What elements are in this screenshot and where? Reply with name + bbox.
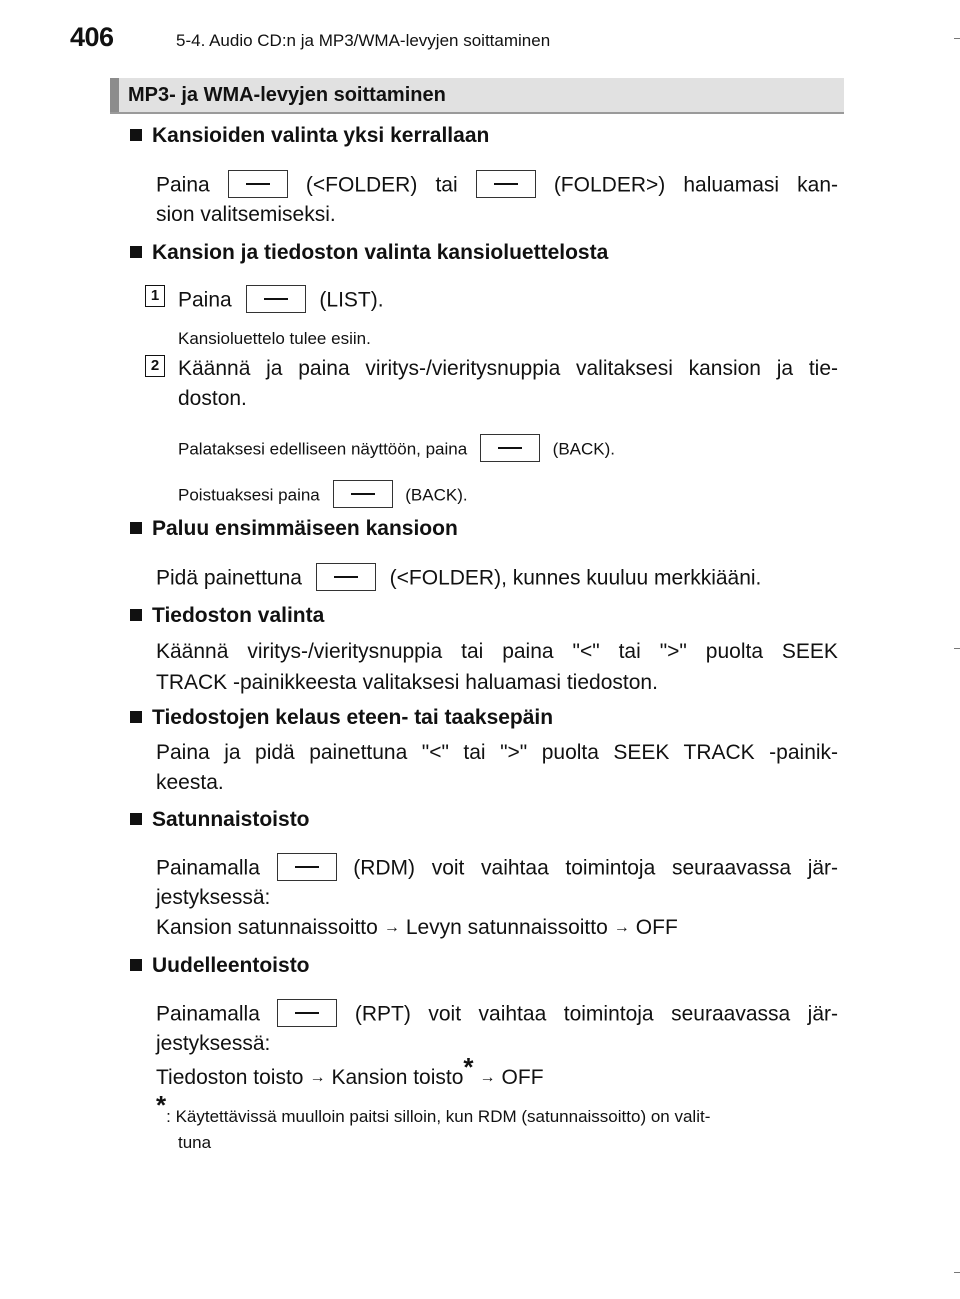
asterisk-marker: * bbox=[463, 1052, 474, 1082]
back-button-icon bbox=[333, 480, 393, 508]
step-note: Poistuaksesi paina (BACK). bbox=[178, 482, 468, 510]
paragraph-line: sion valitsemiseksi. bbox=[156, 203, 336, 226]
paragraph-line: Paina ja pidä painettuna "<" tai ">" puolta SEEK TRACK -painik- bbox=[156, 741, 839, 764]
section-heading: Satunnaistoisto bbox=[130, 808, 310, 832]
step-note: Palataksesi edelliseen näyttöön, paina (BACK). bbox=[178, 436, 615, 464]
banner-title: MP3- ja WMA-levyjen soittaminen bbox=[128, 84, 446, 106]
paragraph-line: jestyksessä: bbox=[156, 886, 271, 909]
arrow-right-icon: → bbox=[383, 919, 400, 936]
square-bullet-icon bbox=[130, 813, 142, 825]
footnote-marker: * bbox=[156, 1090, 167, 1120]
margin-tick bbox=[954, 648, 960, 649]
step-text: Paina (LIST). bbox=[178, 287, 384, 315]
folder-back-button-icon bbox=[228, 170, 288, 198]
page-number: 406 bbox=[70, 22, 114, 52]
footnote: *: Käytettävissä muulloin paitsi silloin, kun RDM (satunnaissoitto) on valit- tuna bbox=[156, 1090, 711, 1152]
paragraph-line: Pidä painettuna (<FOLDER), kunnes kuuluu merkkiääni. bbox=[156, 565, 761, 593]
square-bullet-icon bbox=[130, 246, 142, 258]
square-bullet-icon bbox=[130, 609, 142, 621]
paragraph-line: TRACK -painikkeesta valitaksesi haluamasi tiedoston. bbox=[156, 671, 658, 694]
step-number: 1 bbox=[145, 285, 165, 307]
step-text: doston. bbox=[178, 387, 247, 410]
square-bullet-icon bbox=[130, 522, 142, 534]
paragraph-line: Painamalla (RDM) voit vaihtaa toimintoja seuraavassa jär- bbox=[156, 855, 838, 883]
step-text: Käännä ja paina viritys-/vieritysnuppia valitaksesi kansion ja tie- bbox=[178, 357, 838, 380]
arrow-right-icon: → bbox=[479, 1069, 496, 1086]
sequence-line: Kansion satunnaissoitto → Levyn satunnaissoitto → OFF bbox=[156, 916, 678, 939]
rpt-button-icon bbox=[277, 999, 337, 1027]
list-button-icon bbox=[246, 285, 306, 313]
square-bullet-icon bbox=[130, 711, 142, 723]
sequence-line: Tiedoston toisto → Kansion toisto* → OFF bbox=[156, 1052, 544, 1089]
chapter-title: 5-4. Audio CD:n ja MP3/WMA-levyjen soittaminen bbox=[176, 31, 551, 50]
section-heading: Tiedoston valinta bbox=[130, 604, 324, 628]
section-heading: Kansion ja tiedoston valinta kansioluettelosta bbox=[130, 241, 608, 265]
paragraph-line: jestyksessä: bbox=[156, 1032, 271, 1055]
step-number: 2 bbox=[145, 355, 165, 377]
folder-forward-button-icon bbox=[476, 170, 536, 198]
section-heading: Uudelleentoisto bbox=[130, 954, 310, 978]
rdm-button-icon bbox=[277, 853, 337, 881]
arrow-right-icon: → bbox=[613, 919, 630, 936]
paragraph-line: Painamalla (RPT) voit vaihtaa toimintoja seuraavassa jär- bbox=[156, 1001, 838, 1029]
square-bullet-icon bbox=[130, 129, 142, 141]
back-button-icon bbox=[480, 434, 540, 462]
folder-back-button-icon bbox=[316, 563, 376, 591]
section-heading: Tiedostojen kelaus eteen- tai taaksepäin bbox=[130, 706, 553, 730]
step-note: Kansioluettelo tulee esiin. bbox=[178, 329, 371, 348]
arrow-right-icon: → bbox=[309, 1069, 326, 1086]
margin-tick bbox=[954, 1272, 960, 1273]
paragraph-line: Paina (<FOLDER) tai (FOLDER>) haluamasi kan- bbox=[156, 172, 838, 200]
paragraph-line: keesta. bbox=[156, 771, 224, 794]
section-heading: Paluu ensimmäiseen kansioon bbox=[130, 517, 458, 541]
square-bullet-icon bbox=[130, 959, 142, 971]
section-heading: Kansioiden valinta yksi kerrallaan bbox=[130, 124, 489, 148]
section-banner bbox=[110, 78, 844, 114]
banner-accent bbox=[110, 78, 119, 112]
margin-tick bbox=[954, 38, 960, 39]
paragraph-line: Käännä viritys-/vieritysnuppia tai paina "<" tai ">" puolta SEEK bbox=[156, 640, 838, 663]
